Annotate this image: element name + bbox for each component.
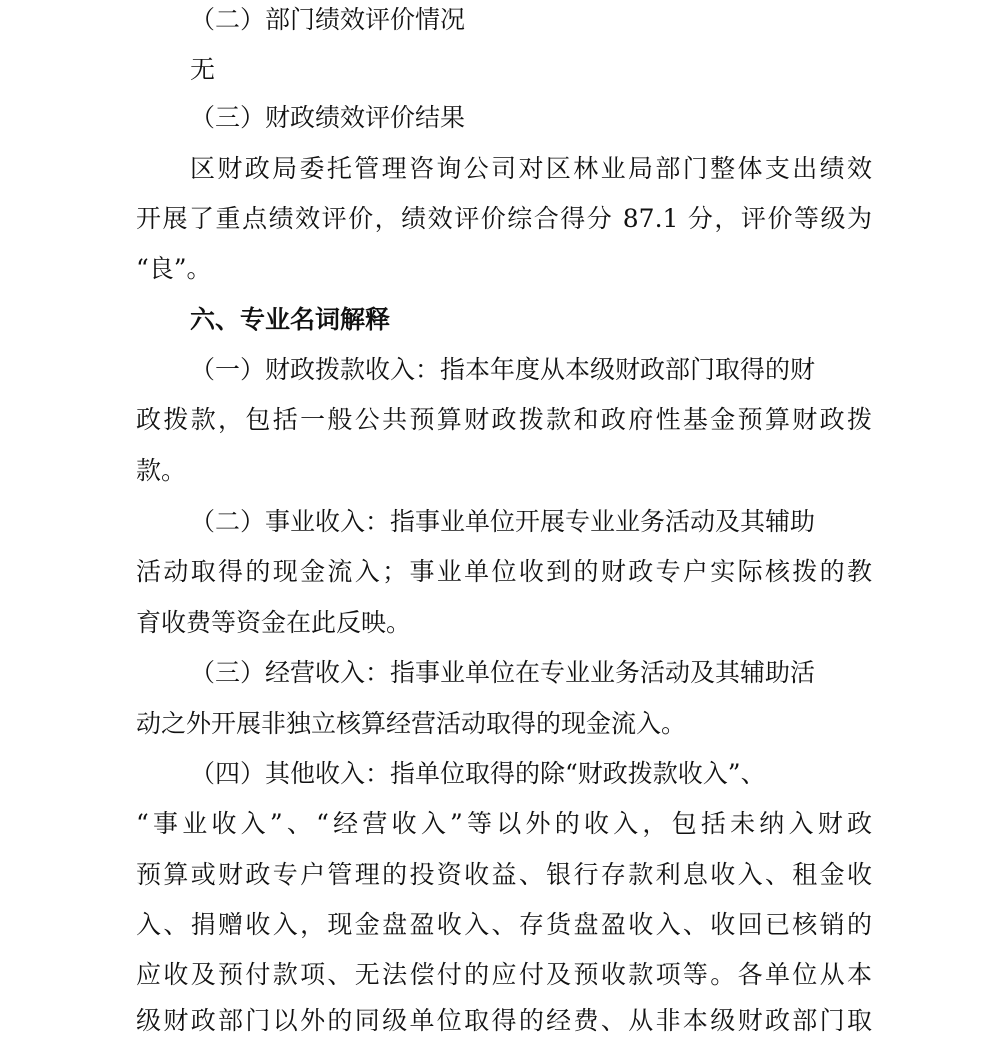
term-definition: 指单位取得的除“财政拨款收入”、 [390, 759, 766, 788]
heading-fiscal-performance-result: （三）财政绩效评价结果 [190, 103, 466, 132]
paragraph-line: 应收及预付款项、无法偿付的应付及预收款项等。各单位从本 [136, 960, 872, 989]
paragraph-line: 区财政局委托管理咨询公司对区林业局部门整体支出绩效 [190, 154, 872, 183]
term-label: （一）财政拨款收入： [190, 355, 441, 384]
section-title-glossary: 六、专业名词解释 [190, 305, 391, 334]
glossary-item-business-income [190, 502, 872, 542]
term-definition: 指事业单位开展专业业务活动及其辅助 [390, 507, 816, 536]
glossary-item-operating-income [190, 653, 872, 693]
term-definition: 指本年度从本级财政部门取得的财 [440, 355, 816, 384]
paragraph-line: 预算或财政专户管理的投资收益、银行存款利息收入、租金收 [136, 860, 872, 889]
paragraph-line: “良”。 [136, 254, 212, 283]
paragraph-line: 款。 [136, 456, 187, 485]
heading-dept-performance-evaluation: （二）部门绩效评价情况 [190, 5, 466, 34]
paragraph-line: 入、捐赠收入，现金盘盈收入、存货盘盈收入、收回已核销的 [136, 910, 872, 939]
term-label: （三）经营收入： [190, 658, 391, 687]
none-text: 无 [190, 55, 216, 84]
paragraph-line: 政拨款，包括一般公共预算财政拨款和政府性基金预算财政拨 [136, 405, 872, 434]
paragraph-line: “事业收入”、“经营收入”等以外的收入，包括未纳入财政 [136, 809, 872, 838]
term-label: （四）其他收入： [190, 759, 391, 788]
paragraph-line: 活动取得的现金流入；事业单位收到的财政专户实际核拨的教 [136, 557, 872, 586]
paragraph-line: 动之外开展非独立核算经营活动取得的现金流入。 [136, 709, 687, 738]
glossary-item-fiscal-appropriation [190, 350, 872, 390]
paragraph-line: 级财政部门以外的同级单位取得的经费、从非本级财政部门取 [136, 1006, 872, 1035]
term-label: （二）事业收入： [190, 507, 391, 536]
glossary-item-other-income [190, 754, 872, 794]
paragraph-line: 育收费等资金在此反映。 [136, 608, 412, 637]
term-definition: 指事业单位在专业业务活动及其辅助活 [390, 658, 816, 687]
paragraph-line: 开展了重点绩效评价，绩效评价综合得分 87.1 分，评价等级为 [136, 204, 872, 233]
